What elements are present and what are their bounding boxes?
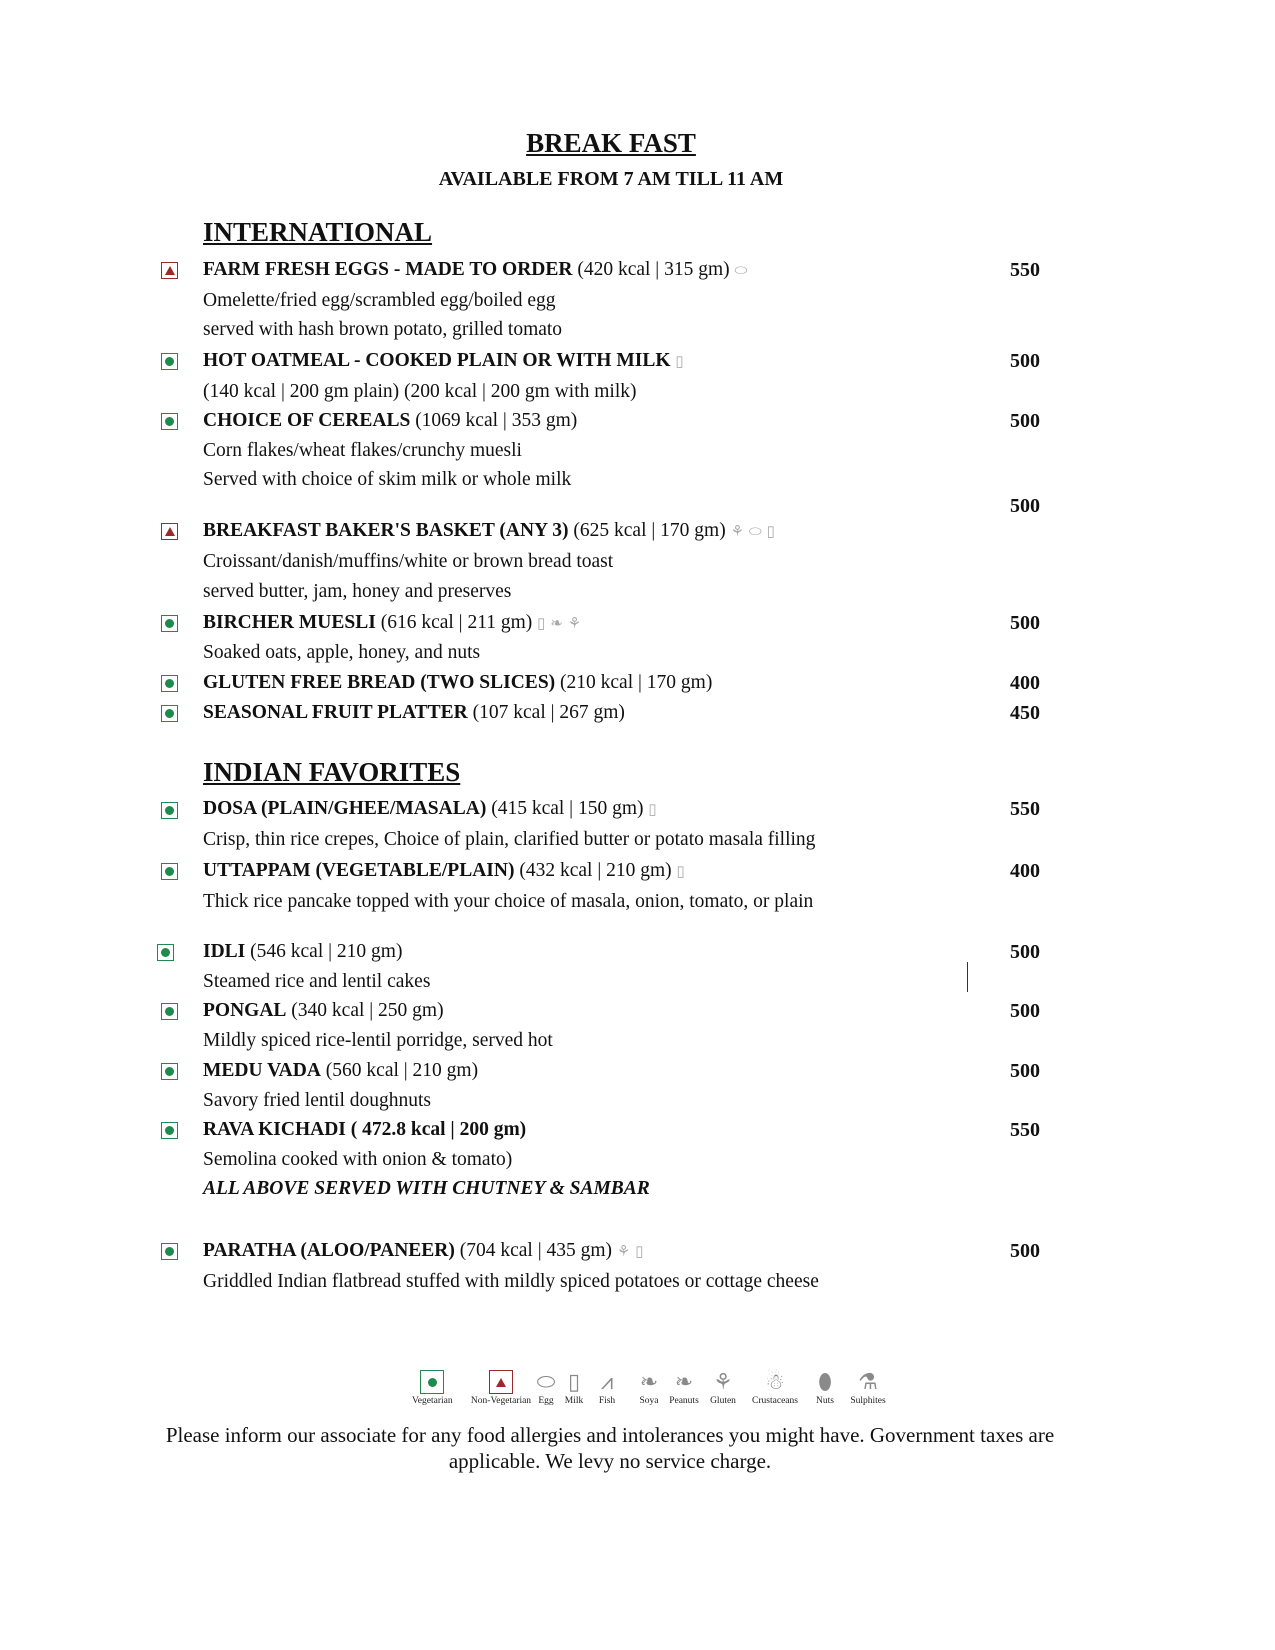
vegetarian-icon bbox=[161, 413, 178, 430]
item-description: Served with choice of skim milk or whole milk bbox=[203, 469, 572, 490]
item-nutrition: (420 kcal | 315 gm) bbox=[572, 259, 730, 280]
non-vegetarian-icon bbox=[161, 262, 178, 279]
menu-item-idli bbox=[203, 940, 402, 964]
allergy-notice: Please inform our associate for any food allergies and intolerances you might have. Government taxes are applicable. We levy no service charge. bbox=[165, 1423, 1055, 1473]
legend-fish bbox=[590, 1368, 624, 1406]
gluten-icon: ⚘ bbox=[713, 1369, 733, 1394]
vegetarian-icon bbox=[161, 1122, 178, 1139]
item-price: 550 bbox=[1010, 259, 1040, 281]
served-with-note: ALL ABOVE SERVED WITH CHUTNEY & SAMBAR bbox=[203, 1178, 650, 1199]
menu-item-bircher-muesli bbox=[203, 611, 581, 635]
item-description: Thick rice pancake topped with your choice of masala, onion, tomato, or plain bbox=[203, 891, 814, 912]
item-nutrition: (340 kcal | 250 gm) bbox=[286, 1000, 444, 1021]
item-price: 500 bbox=[1010, 1240, 1040, 1262]
item-name: BREAKFAST BAKER'S BASKET (ANY 3) bbox=[203, 520, 569, 541]
sulphites-icon: ⚗ bbox=[858, 1369, 878, 1394]
legend-gluten bbox=[706, 1368, 740, 1406]
section-heading-indian-favorites: INDIAN FAVORITES bbox=[203, 757, 461, 787]
legend-label: Non-Vegetarian bbox=[470, 1396, 532, 1406]
legend-sulphites bbox=[846, 1368, 890, 1406]
item-price: 400 bbox=[1010, 860, 1040, 882]
item-price: 500 bbox=[1010, 941, 1040, 963]
item-name: IDLI bbox=[203, 941, 246, 962]
vegetarian-icon bbox=[161, 705, 178, 722]
milk-icon: ▯ bbox=[648, 802, 657, 818]
legend-egg bbox=[534, 1368, 558, 1406]
legend-label: Peanuts bbox=[669, 1396, 699, 1406]
menu-item-uttappam bbox=[203, 859, 685, 883]
item-description: (140 kcal | 200 gm plain) (200 kcal | 200 gm with milk) bbox=[203, 381, 637, 402]
item-price: 500 bbox=[1010, 495, 1040, 517]
gluten-icon: ⚘ bbox=[616, 1244, 631, 1260]
item-name: GLUTEN FREE BREAD (TWO SLICES) bbox=[203, 672, 556, 693]
milk-icon: ▯ bbox=[675, 354, 684, 370]
menu-item-fruit-platter bbox=[203, 701, 625, 725]
item-price: 450 bbox=[1010, 702, 1040, 724]
peanuts-icon: ❧ bbox=[550, 616, 563, 632]
gluten-icon: ⚘ bbox=[567, 616, 582, 632]
item-description: Soaked oats, apple, honey, and nuts bbox=[203, 642, 481, 663]
item-name: BIRCHER MUESLI bbox=[203, 612, 376, 633]
vegetarian-icon bbox=[161, 353, 178, 370]
vegetarian-icon bbox=[161, 802, 178, 819]
item-description: Omelette/fried egg/scrambled egg/boiled egg bbox=[203, 290, 556, 311]
milk-icon: ▯ bbox=[676, 864, 685, 880]
item-nutrition: (546 kcal | 210 gm) bbox=[245, 941, 403, 962]
divider bbox=[967, 962, 968, 992]
item-description: Savory fried lentil doughnuts bbox=[203, 1090, 432, 1111]
item-nutrition: (616 kcal | 211 gm) bbox=[375, 612, 533, 633]
item-description: Mildly spiced rice-lentil porridge, served hot bbox=[203, 1030, 553, 1051]
item-name: UTTAPPAM (VEGETABLE/PLAIN) bbox=[203, 860, 515, 881]
item-name: SEASONAL FRUIT PLATTER bbox=[203, 702, 468, 723]
item-nutrition: (1069 kcal | 353 gm) bbox=[410, 410, 578, 431]
menu-item-paratha bbox=[203, 1239, 644, 1263]
item-description: Crisp, thin rice crepes, Choice of plain, clarified butter or potato masala filling bbox=[203, 829, 816, 850]
egg-icon: ⬭ bbox=[748, 524, 762, 540]
item-name: RAVA KICHADI ( 472.8 kcal | 200 gm) bbox=[203, 1119, 527, 1140]
page-title: BREAK FAST bbox=[526, 128, 696, 158]
vegetarian-icon bbox=[161, 675, 178, 692]
vegetarian-icon bbox=[412, 1368, 452, 1396]
milk-icon: ▯ bbox=[766, 524, 775, 540]
vegetarian-icon bbox=[161, 1063, 178, 1080]
peanuts-icon: ❧ bbox=[674, 1369, 694, 1394]
legend-label: Vegetarian bbox=[412, 1396, 453, 1406]
nuts-icon: ⬮ bbox=[818, 1369, 832, 1394]
legend-milk bbox=[562, 1368, 586, 1406]
item-nutrition: (415 kcal | 150 gm) bbox=[486, 798, 644, 819]
menu-item-medu-vada bbox=[203, 1059, 478, 1083]
legend-crustaceans bbox=[746, 1368, 804, 1406]
legend-label: Milk bbox=[564, 1396, 584, 1406]
milk-icon: ▯ bbox=[537, 616, 546, 632]
item-description: served with hash brown potato, grilled tomato bbox=[203, 319, 563, 340]
menu-item-cereals bbox=[203, 409, 577, 433]
legend-nuts bbox=[810, 1368, 840, 1406]
soya-icon: ❧ bbox=[639, 1369, 659, 1394]
milk-icon: ▯ bbox=[567, 1369, 581, 1394]
legend-label: Gluten bbox=[710, 1396, 736, 1406]
item-name: PONGAL bbox=[203, 1000, 287, 1021]
menu-item-bakers-basket bbox=[203, 519, 775, 543]
crustaceans-icon: ☃ bbox=[765, 1369, 785, 1394]
item-name: FARM FRESH EGGS - MADE TO ORDER bbox=[203, 259, 573, 280]
legend-soya bbox=[636, 1368, 662, 1406]
item-name: DOSA (PLAIN/GHEE/MASALA) bbox=[203, 798, 487, 819]
item-name: PARATHA (ALOO/PANEER) bbox=[203, 1240, 455, 1261]
menu-item-eggs bbox=[203, 258, 747, 282]
item-price: 550 bbox=[1010, 1119, 1040, 1141]
milk-icon: ▯ bbox=[635, 1244, 644, 1260]
legend-peanuts bbox=[665, 1368, 703, 1406]
item-nutrition: (210 kcal | 170 gm) bbox=[555, 672, 713, 693]
legend-label: Soya bbox=[639, 1396, 659, 1406]
legend-non-vegetarian bbox=[464, 1368, 538, 1406]
legend-label: Nuts bbox=[816, 1396, 834, 1406]
egg-icon: ⬭ bbox=[536, 1369, 556, 1394]
menu-item-gluten-free-bread bbox=[203, 671, 712, 695]
item-nutrition: (560 kcal | 210 gm) bbox=[320, 1060, 479, 1081]
item-name: CHOICE OF CEREALS bbox=[203, 410, 411, 431]
menu-item-pongal bbox=[203, 999, 444, 1023]
item-description: Steamed rice and lentil cakes bbox=[203, 971, 431, 992]
item-price: 400 bbox=[1010, 672, 1040, 694]
item-description: Croissant/danish/muffins/white or brown bread toast bbox=[203, 551, 614, 572]
item-name: HOT OATMEAL - COOKED PLAIN OR WITH MILK bbox=[203, 350, 671, 371]
item-nutrition: (432 kcal | 210 gm) bbox=[514, 860, 672, 881]
vegetarian-icon bbox=[161, 863, 178, 880]
menu-item-oatmeal bbox=[203, 349, 684, 373]
menu-item-dosa bbox=[203, 797, 657, 821]
item-price: 500 bbox=[1010, 1060, 1040, 1082]
gluten-icon: ⚘ bbox=[730, 524, 745, 540]
legend-label: Crustaceans bbox=[752, 1396, 798, 1406]
vegetarian-icon bbox=[161, 1243, 178, 1260]
item-price: 500 bbox=[1010, 350, 1040, 372]
item-name: MEDU VADA bbox=[203, 1060, 321, 1081]
legend-label: Egg bbox=[538, 1396, 554, 1406]
egg-icon: ⬭ bbox=[734, 263, 748, 279]
menu-item-rava-kichadi bbox=[203, 1118, 526, 1142]
item-nutrition: (704 kcal | 435 gm) bbox=[454, 1240, 613, 1261]
item-description: served butter, jam, honey and preserves bbox=[203, 581, 512, 602]
item-price: 550 bbox=[1010, 798, 1040, 820]
vegetarian-icon bbox=[161, 615, 178, 632]
item-price: 500 bbox=[1010, 612, 1040, 634]
legend-label: Sulphites bbox=[850, 1396, 886, 1406]
item-description: Semolina cooked with onion & tomato) bbox=[203, 1149, 513, 1170]
section-heading-international: INTERNATIONAL bbox=[203, 217, 433, 247]
item-nutrition: (625 kcal | 170 gm) bbox=[568, 520, 726, 541]
item-price: 500 bbox=[1010, 1000, 1040, 1022]
item-price: 500 bbox=[1010, 410, 1040, 432]
item-nutrition: (107 kcal | 267 gm) bbox=[467, 702, 625, 723]
item-description: Griddled Indian flatbread stuffed with mildly spiced potatoes or cottage cheese bbox=[203, 1271, 819, 1292]
non-vegetarian-icon bbox=[464, 1368, 538, 1396]
non-vegetarian-icon bbox=[161, 523, 178, 540]
legend-vegetarian bbox=[412, 1368, 452, 1406]
vegetarian-icon bbox=[157, 944, 174, 961]
legend-label: Fish bbox=[598, 1396, 616, 1406]
availability-subtitle: AVAILABLE FROM 7 AM TILL 11 AM bbox=[438, 168, 784, 190]
vegetarian-icon bbox=[161, 1003, 178, 1020]
item-description: Corn flakes/wheat flakes/crunchy muesli bbox=[203, 440, 522, 461]
fish-icon: ⩘ bbox=[600, 1369, 614, 1394]
